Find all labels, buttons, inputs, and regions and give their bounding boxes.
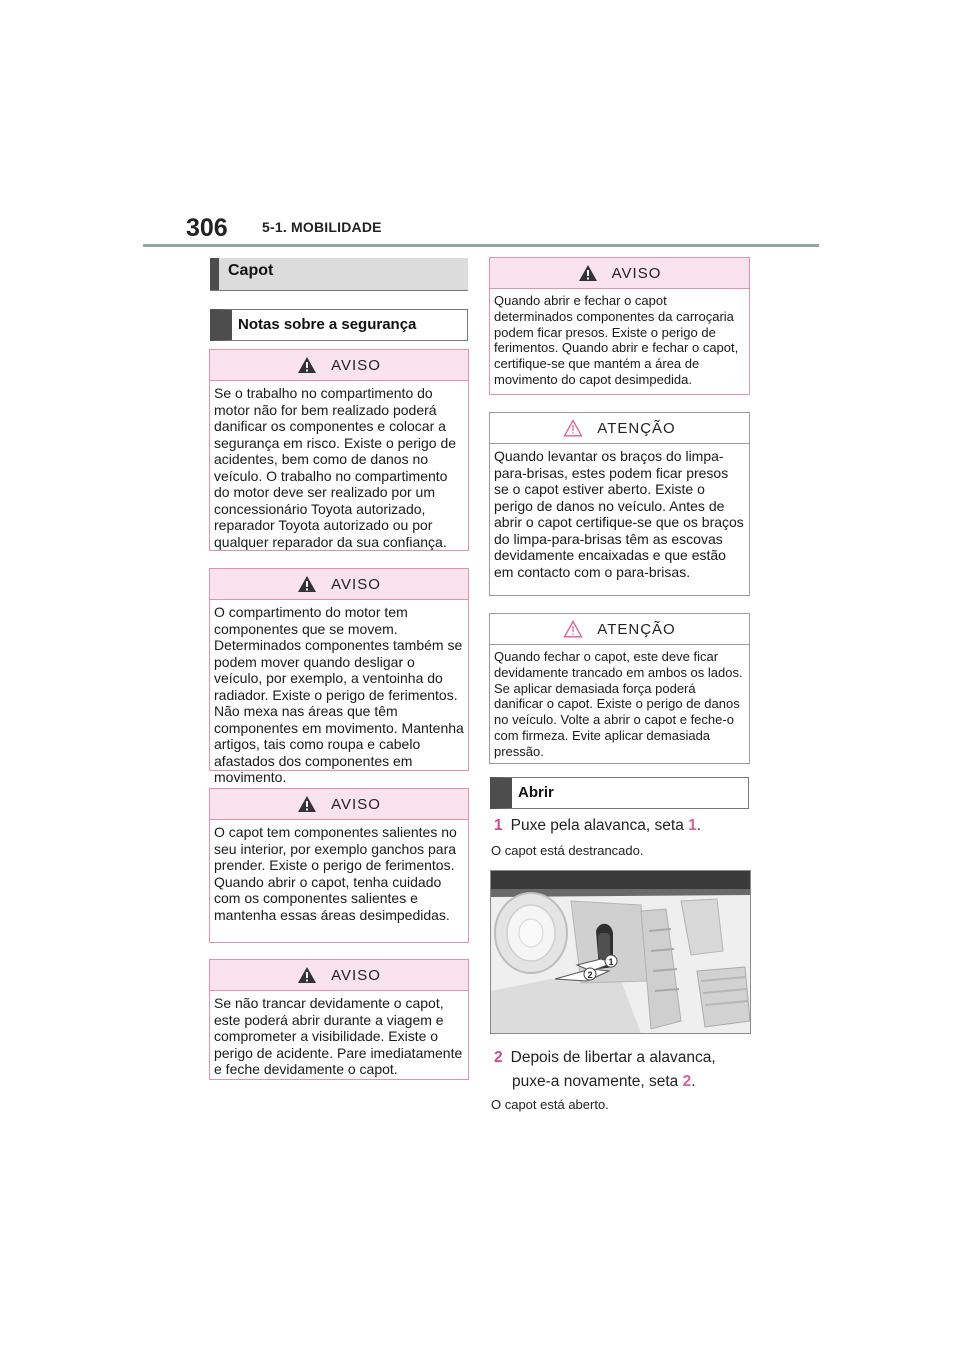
warning-text: O capot tem componentes salientes no seu interior, por exemplo ganchos para prender. Existe o perigo de ferimentos. Quando abrir o capot, tenha cuidado com os componentes salientes e mantenha essas áreas desimpedidas. [214, 824, 457, 923]
chapter-title: 5-1. MOBILIDADE [262, 219, 382, 235]
warning-box-4 [209, 959, 469, 1080]
step-number: 1 [494, 817, 503, 834]
step-punct: . [696, 817, 702, 834]
warning-header [490, 258, 749, 289]
step-arrow-ref: 1 [688, 817, 697, 834]
warning-triangle-icon [297, 356, 317, 374]
warning-box-3 [209, 788, 469, 943]
header-rule [143, 244, 819, 247]
warning-header [210, 960, 468, 991]
step-1-result: O capot está destrancado. [491, 843, 644, 858]
warning-text: Se o trabalho no compartimento do motor não for bem realizado poderá danificar os componentes e colocar a segurança em risco. Existe o perigo de acidentes, bem como de danos no veículo. O trabalho no compartimento do motor deve ser realizado por um concessionário Toyota autorizado, reparador Toyota autorizado ou por qualquer reparador da sua confiança. [214, 385, 457, 550]
warning-triangle-icon [297, 575, 317, 593]
caution-header [490, 413, 749, 444]
step-text: puxe-a novamente, seta [512, 1073, 679, 1090]
warning-header [210, 789, 468, 820]
step-number: 2 [494, 1049, 503, 1066]
warning-text: Quando abrir e fechar o capot determinados componentes da carroçaria podem ficar presos. Existe o perigo de ferimentos. Quando abrir e fechar o capot, certifique-se que mantém a área de movimento do capot desimpedida. [494, 293, 739, 387]
warning-box-5 [489, 257, 750, 395]
caution-triangle-icon [563, 620, 583, 638]
warning-label: AVISO [331, 795, 381, 813]
subsection-title: Notas sobre a segurança [210, 309, 468, 341]
caution-triangle-icon [563, 419, 583, 437]
warning-triangle-icon [297, 966, 317, 984]
caution-label: ATENÇÃO [597, 419, 676, 437]
step-1 [494, 817, 701, 835]
step-text: Puxe pela alavanca, seta [510, 817, 684, 834]
caution-text: Quando levantar os braços do limpa-para-brisas, estes podem ficar presos se o capot estiver aberto. Existe o perigo de danos no veículo. Antes de abrir o capot certifique-se que os braços do limpa-para-brisas têm as escovas devidamente encaixadas e que estão em contacto com o para-brisas. [494, 448, 744, 580]
step-text: Depois de libertar a alavanca, [510, 1049, 716, 1066]
warning-text: O compartimento do motor tem componentes que se movem. Determinados componentes também se podem mover quando desligar o veículo, por exemplo, a ventoinha do radiador. Existe o perigo de ferimentos. Não mexa nas áreas que têm componentes em movimento. Mantenha artigos, tais como roupa e cabelo afastados dos componentes em movimento. [214, 604, 464, 785]
figure-label-2: 2 [587, 970, 593, 980]
warning-box-1 [209, 349, 469, 551]
step-2-cont [512, 1073, 696, 1091]
step-punct: . [691, 1073, 696, 1090]
warning-box-2 [209, 568, 469, 785]
hood-release-lever-image [490, 870, 751, 1034]
step-2-result: O capot está aberto. [491, 1097, 609, 1112]
warning-text: Se não trancar devidamente o capot, este poderá abrir durante a viagem e comprometer a visibilidade. Existe o perigo de acidente. Pare imediatamente e feche devidamente o capot. [214, 995, 463, 1077]
figure-label-1: 1 [608, 957, 614, 967]
section-title: Capot [210, 258, 468, 290]
step-arrow-ref: 2 [682, 1073, 692, 1090]
caution-text: Quando fechar o capot, este deve ficar devidamente trancado em ambos os lados. Se aplicar demasiada força poderá danificar o capot. Existe o perigo de danos no veículo. Volte a abrir o capot e feche-o com firmeza. Evite aplicar demasiada pressão. [494, 649, 743, 759]
warning-header [210, 569, 468, 600]
subsection-title-open: Abrir [490, 777, 749, 809]
warning-triangle-icon [297, 795, 317, 813]
warning-header [210, 350, 468, 381]
warning-label: AVISO [331, 966, 381, 984]
hood-release-illustration [491, 871, 750, 1033]
warning-label: AVISO [611, 264, 662, 282]
caution-label: ATENÇÃO [597, 620, 676, 638]
warning-label: AVISO [331, 356, 381, 374]
caution-box-1 [489, 412, 750, 596]
warning-label: AVISO [331, 575, 381, 593]
caution-box-2 [489, 613, 750, 764]
page-number: 306 [186, 214, 228, 242]
warning-triangle-icon [578, 264, 598, 282]
section-rule [210, 290, 468, 291]
step-2 [494, 1049, 716, 1067]
caution-header [490, 614, 749, 645]
